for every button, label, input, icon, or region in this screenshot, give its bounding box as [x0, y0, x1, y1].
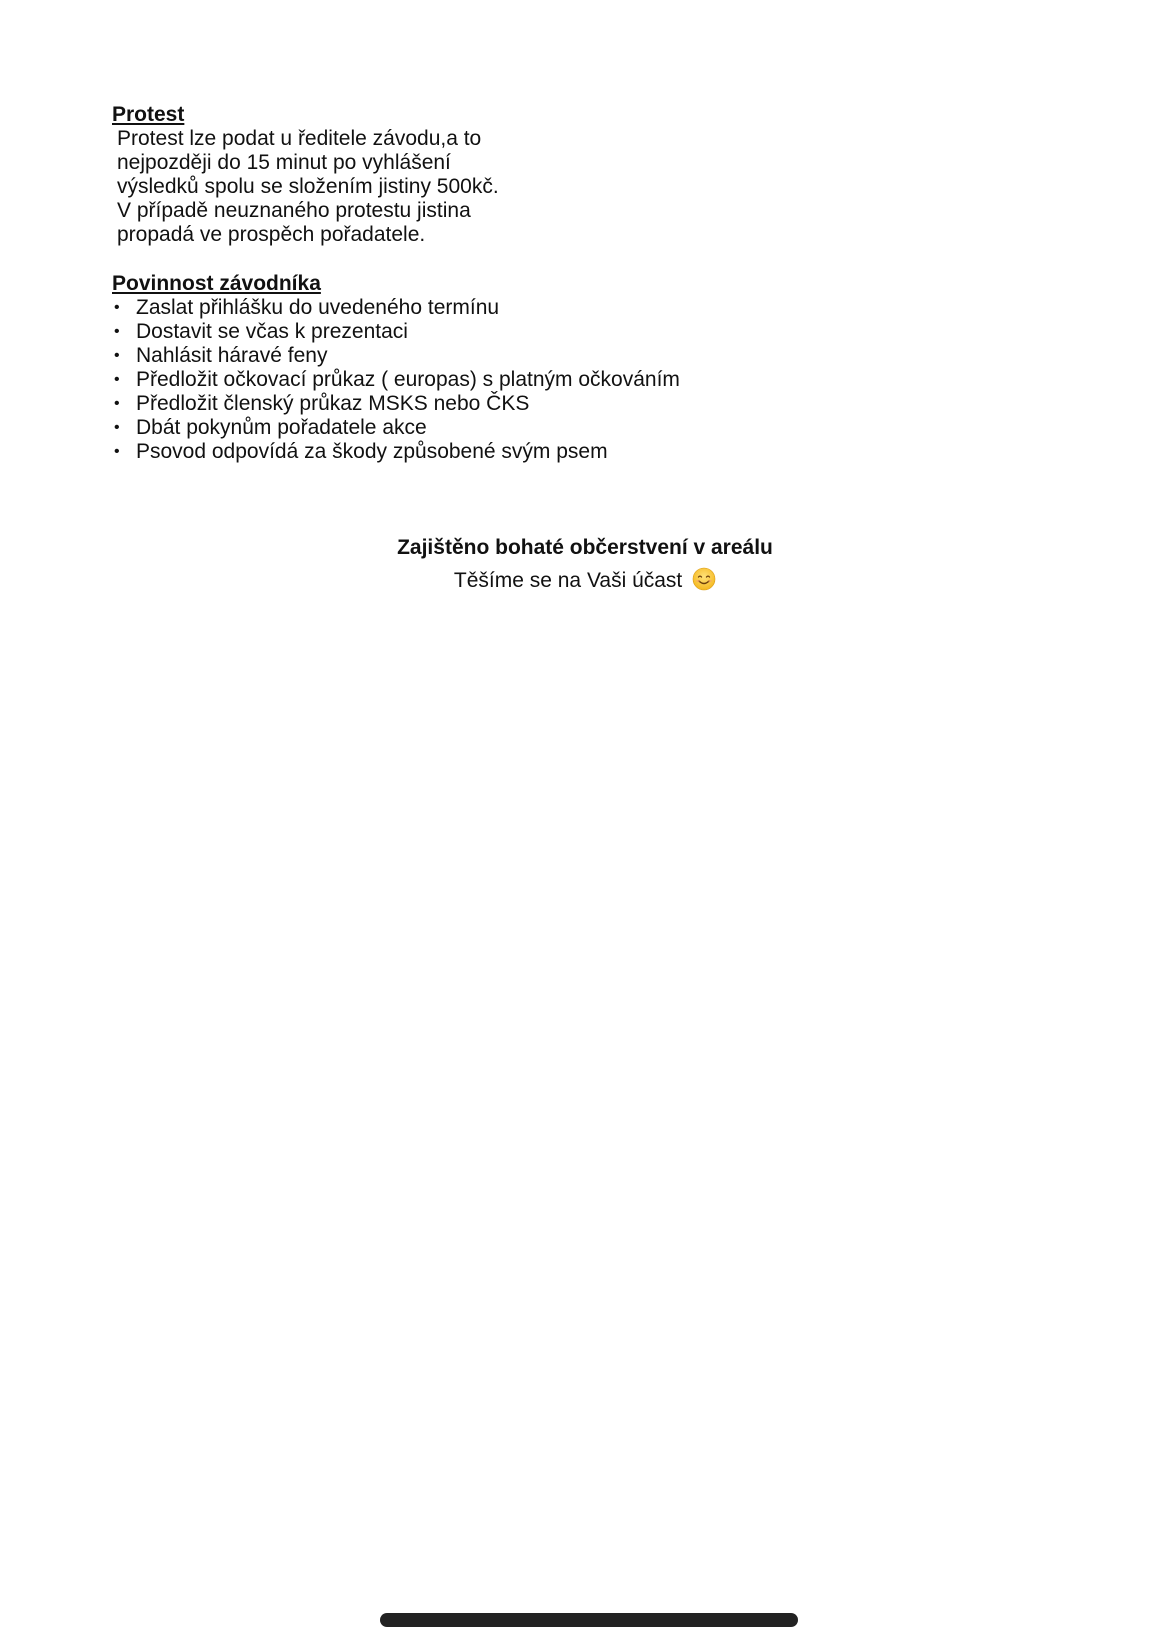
list-item: [112, 416, 680, 440]
list-item: [112, 296, 680, 320]
list-item-text: Předložit očkovací průkaz ( europas) s platným očkováním: [136, 368, 680, 391]
duties-heading: Povinnost závodníka: [112, 272, 321, 295]
welcome-line: [0, 567, 1170, 594]
protest-line: výsledků spolu se složením jistiny 500kč.: [117, 175, 499, 198]
home-indicator[interactable]: [380, 1613, 798, 1627]
list-item-text: Zaslat přihlášku do uvedeného termínu: [136, 296, 500, 319]
bullet-icon: •: [114, 323, 120, 340]
list-item: [112, 320, 680, 344]
duties-list: [112, 296, 680, 464]
list-item-text: Dostavit se včas k prezentaci: [136, 320, 408, 343]
protest-text: [117, 127, 677, 247]
protest-line: V případě neuznaného protestu jistina: [117, 199, 471, 222]
smiling-face-icon: [692, 567, 716, 591]
list-item: [112, 368, 680, 392]
list-item-text: Dbát pokynům pořadatele akce: [136, 416, 427, 439]
list-item: [112, 344, 680, 368]
welcome-text: Těšíme se na Vaši účast: [453, 569, 683, 592]
refreshments-note: Zajištěno bohaté občerstvení v areálu: [397, 536, 773, 559]
list-item-text: Předložit členský průkaz MSKS nebo ČKS: [136, 392, 530, 415]
bullet-icon: •: [114, 347, 120, 364]
list-item-text: Psovod odpovídá za škody způsobené svým psem: [136, 440, 608, 463]
list-item-text: Nahlásit háravé feny: [136, 344, 328, 367]
protest-line: Protest lze podat u ředitele závodu,a to: [117, 127, 482, 150]
bullet-icon: •: [114, 443, 120, 460]
protest-heading: Protest: [112, 103, 185, 126]
bullet-icon: •: [114, 371, 120, 388]
bullet-icon: •: [114, 419, 120, 436]
bullet-icon: •: [114, 299, 120, 316]
list-item: [112, 440, 680, 464]
protest-line: nejpozději do 15 minut po vyhlášení: [117, 151, 451, 174]
list-item: [112, 392, 680, 416]
bullet-icon: •: [114, 395, 120, 412]
protest-line: propadá ve prospěch pořadatele.: [117, 223, 426, 246]
